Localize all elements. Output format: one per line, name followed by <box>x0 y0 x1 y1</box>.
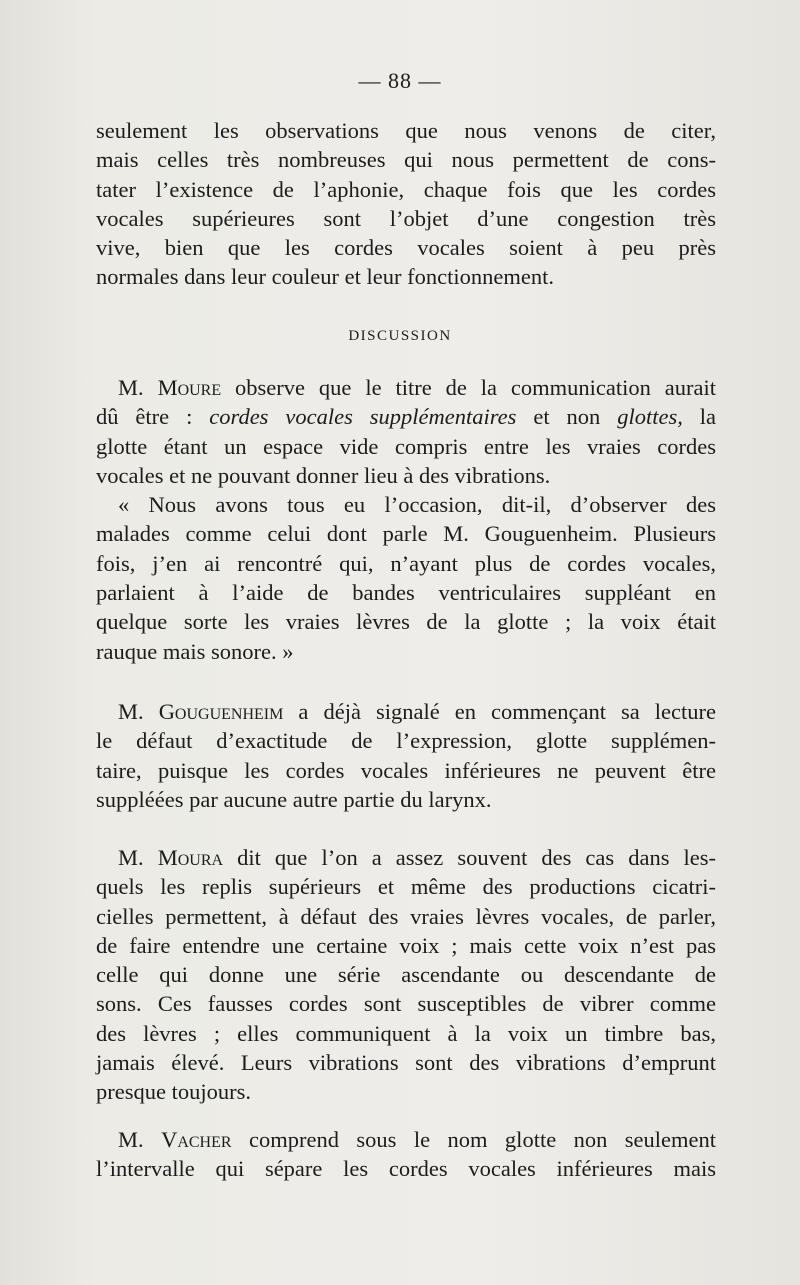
intro-paragraph <box>96 116 716 292</box>
text-line <box>96 373 716 402</box>
text-line: malades comme celui dont parle M. Gouguenheim. Plusieurs <box>96 521 716 547</box>
moura-paragraph <box>96 843 716 1107</box>
text-line: vocales et ne pouvant donner lieu à des vibrations. <box>96 462 551 488</box>
speaker-prefix: M. <box>118 1127 144 1152</box>
speaker-prefix: M. <box>118 845 144 870</box>
text-line <box>96 402 716 431</box>
italic-term: cordes vocales supplémentaires <box>209 404 517 430</box>
speaker-prefix: M. <box>118 375 144 400</box>
text-line <box>96 697 716 726</box>
discussion-heading: DISCUSSION <box>348 328 452 344</box>
text-line: parlaient à l’aide de bandes ventriculaires suppléant en <box>96 580 716 606</box>
text-line: de faire entendre une certaine voix ; mais cette voix n’est pas <box>96 932 716 958</box>
speaker-name: Gouguenheim <box>158 699 284 724</box>
speaker-name: Moura <box>157 845 224 870</box>
vacher-paragraph <box>96 1125 716 1184</box>
speaker-name: Vacher <box>161 1127 232 1152</box>
text-fragment: observe que le titre de la communication aurait <box>235 375 717 400</box>
text-line: jamais élevé. Leurs vibrations sont des vibrations d’emprunt <box>96 1050 716 1076</box>
text-line <box>96 1125 716 1154</box>
text-line: taire, puisque les cordes vocales inférieures ne peuvent être <box>96 757 716 783</box>
text-fragment: dit que l’on a assez souvent des cas dans les- <box>237 845 717 870</box>
text-line: « Nous avons tous eu l’occasion, dit-il, d’observer des <box>118 492 716 518</box>
speaker-prefix: M. <box>118 699 144 724</box>
text-line: quelque sorte les vraies lèvres de la glotte ; la voix était <box>96 609 716 635</box>
text-line: seulement les observations que nous venons de citer, <box>96 118 716 143</box>
text-line: quels les replis supérieurs et même des productions cicatri- <box>96 874 716 900</box>
text-line: sons. Ces fausses cordes sont susceptibles de vibrer comme <box>96 991 716 1017</box>
gouguenheim-paragraph <box>96 697 716 814</box>
text-line: fois, j’en ai rencontré qui, n’ayant plus de cordes vocales, <box>96 550 716 576</box>
text-line: l’intervalle qui sépare les cordes vocales inférieures mais <box>96 1156 716 1182</box>
text-fragment: a déjà signalé en commençant sa lecture <box>298 699 717 724</box>
text-fragment: dû être : <box>96 404 193 430</box>
text-fragment: et non <box>533 404 601 430</box>
text-line: presque toujours. <box>96 1079 251 1105</box>
text-line: glotte étant un espace vide compris entre les vraies cordes <box>96 433 716 459</box>
text-line: cielles permettent, à défaut des vraies lèvres vocales, de parler, <box>96 903 716 929</box>
italic-term: glottes, <box>617 404 683 430</box>
text-line: mais celles très nombreuses qui nous permettent de cons- <box>96 147 716 173</box>
text-line: des lèvres ; elles communiquent à la voix un timbre bas, <box>96 1020 716 1046</box>
text-line: suppléées par aucune autre partie du larynx. <box>96 786 492 812</box>
text-fragment: comprend sous le nom glotte non seulement <box>249 1127 717 1152</box>
text-line: rauque mais sonore. » <box>96 638 294 664</box>
page-number: — 88 — <box>358 68 442 93</box>
text-line: normales dans leur couleur et leur fonctionnement. <box>96 264 554 290</box>
text-line: tater l’existence de l’aphonie, chaque fois que les cordes <box>96 176 716 202</box>
text-fragment: la <box>699 404 717 430</box>
text-line: le défaut d’exactitude de l’expression, glotte supplémen- <box>96 728 716 754</box>
text-line: celle qui donne une série ascendante ou descendante de <box>96 962 716 988</box>
text-line <box>96 843 716 872</box>
text-line: vive, bien que les cordes vocales soient à peu près <box>96 235 716 261</box>
text-line: vocales supérieures sont l’objet d’une congestion très <box>96 205 716 231</box>
moure-paragraph <box>96 373 716 666</box>
speaker-name: Moure <box>157 375 222 400</box>
